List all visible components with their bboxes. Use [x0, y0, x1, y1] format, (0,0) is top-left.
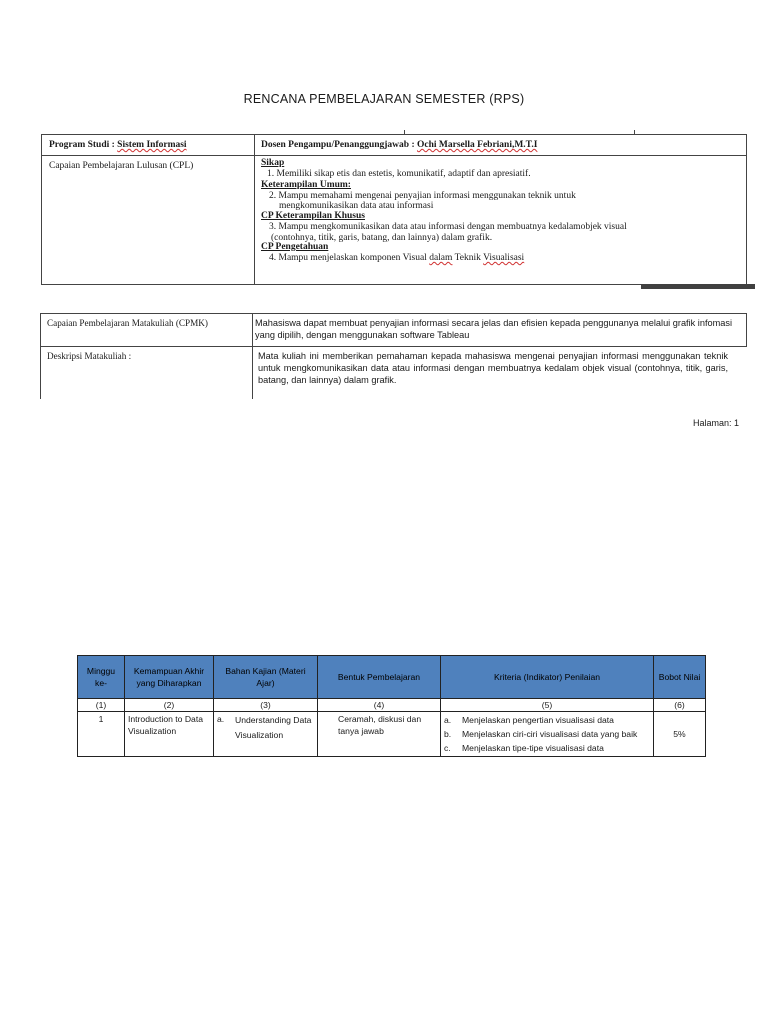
cpmk-text: Mahasiswa dapat membuat penyajian informasi secara jelas dan efisien kepada penggunanya melalui grafik infomasi yang dipilih, dengan menggunakan software Tableau: [255, 318, 733, 340]
criteria-cell: [441, 712, 654, 757]
list-marker: a.: [444, 715, 452, 725]
week-cell: 1: [78, 712, 125, 757]
column-number-row: [78, 699, 706, 712]
section-heading: Sikap: [261, 158, 285, 168]
table-border-right: [746, 313, 747, 347]
column-number: (4): [318, 699, 441, 712]
table-divider: [40, 346, 747, 347]
page-number: Halaman: 1: [692, 418, 739, 428]
decorative-bar: [641, 284, 755, 289]
table-divider-vertical: [252, 313, 253, 399]
table-row: [78, 712, 706, 757]
cpl-item-continued: mengkomunikasikan data atau informasi: [279, 201, 434, 211]
table-border-top: [40, 313, 747, 314]
column-number: (6): [654, 699, 706, 712]
table-header-row: [78, 656, 706, 699]
description-text: Mata kuliah ini memberikan pemahaman kepada mahasiswa mengenai penyajian informasi menggunakan teknik untuk mengkomunikasikan data atau informasi dengan membuatnya kedalam objek visual (contohnya, titik, garis, batang, dan lainnya) dalam grafik.: [258, 351, 728, 385]
cpl-item: 1. Memiliki sikap etis dan estetis, komunikatif, adaptif dan apresiatif.: [267, 169, 531, 179]
criteria-item: [444, 713, 650, 727]
cpl-label: Capaian Pembelajaran Lulusan (CPL): [49, 161, 194, 171]
criteria-text: Menjelaskan pengertian visualisasi data: [462, 715, 614, 725]
schedule-table: [77, 655, 706, 757]
tick-mark: [634, 130, 635, 135]
cpl-item-continued: (contohnya, titik, garis, batang, dan lainnya) dalam grafik.: [271, 233, 493, 243]
cpl-item-word: Visualisasi: [483, 253, 525, 263]
lecturer-label: Dosen Pengampu/Penanggungjawab :: [261, 140, 417, 150]
program-value: Sistem Informasi: [117, 140, 187, 150]
list-marker: b.: [444, 729, 452, 739]
cpl-item-text: Teknik: [452, 253, 484, 263]
course-table: [40, 313, 747, 399]
cpl-item: [269, 253, 524, 264]
lecturer-value: Ochi Marsella Febriani,M.T.I: [416, 140, 538, 150]
table-border-left: [40, 313, 41, 399]
cpmk-label: Capaian Pembelajaran Matakuliah (CPMK): [47, 318, 208, 328]
table-border-left: [41, 134, 42, 285]
column-header: Kemampuan Akhir yang Diharapkan: [125, 656, 214, 699]
column-number: (2): [125, 699, 214, 712]
program-label: Program Studi :: [49, 140, 118, 150]
cpl-item-text: 4. Mampu menjelaskan komponen Visual: [269, 253, 430, 263]
lecturer: [261, 140, 537, 151]
document-title: RENCANA PEMBELAJARAN SEMESTER (RPS): [243, 92, 525, 106]
column-number: (5): [441, 699, 654, 712]
weight-cell: 5%: [654, 712, 706, 757]
cpl-item: 3. Mampu mengkomunikasikan data atau informasi dengan membuatnya kedalamobjek visual: [269, 222, 627, 232]
criteria-item: [444, 727, 650, 741]
section-heading: Keterampilan Umum:: [261, 180, 351, 190]
column-header: Bobot Nilai: [654, 656, 706, 699]
ability-cell: Introduction to Data Visualization: [125, 712, 214, 757]
section-heading: CP Keterampilan Khusus: [261, 211, 365, 221]
cpl-table: [41, 134, 747, 285]
table-divider: [41, 155, 747, 156]
list-marker: c.: [444, 743, 451, 753]
program-study: [49, 140, 187, 151]
material-text: Understanding Data Visualization: [235, 715, 312, 740]
cpl-item: 2. Mampu memahami mengenai penyajian informasi menggunakan teknik untuk: [269, 191, 576, 201]
criteria-text: Menjelaskan tipe-tipe visualisasi data: [462, 743, 604, 753]
column-header: Bahan Kajian (Materi Ajar): [214, 656, 318, 699]
table-border-right: [746, 134, 747, 285]
table-divider-vertical: [254, 134, 255, 285]
tick-mark: [404, 130, 405, 135]
description-label: Deskripsi Matakuliah :: [47, 351, 132, 361]
table-border-top: [41, 134, 747, 135]
list-marker: a.: [217, 714, 225, 724]
column-number: (3): [214, 699, 318, 712]
cpl-item-word: dalam: [429, 253, 453, 263]
material-cell: [214, 712, 318, 757]
criteria-text: Menjelaskan ciri-ciri visualisasi data yang baik: [462, 729, 638, 739]
criteria-item: [444, 741, 650, 755]
column-header: Bentuk Pembelajaran: [318, 656, 441, 699]
column-header: Minggu ke-: [78, 656, 125, 699]
column-number: (1): [78, 699, 125, 712]
section-heading: CP Pengetahuan: [261, 242, 329, 252]
column-header: Kriteria (Indikator) Penilaian: [441, 656, 654, 699]
method-cell: Ceramah, diskusi dan tanya jawab: [318, 712, 441, 757]
